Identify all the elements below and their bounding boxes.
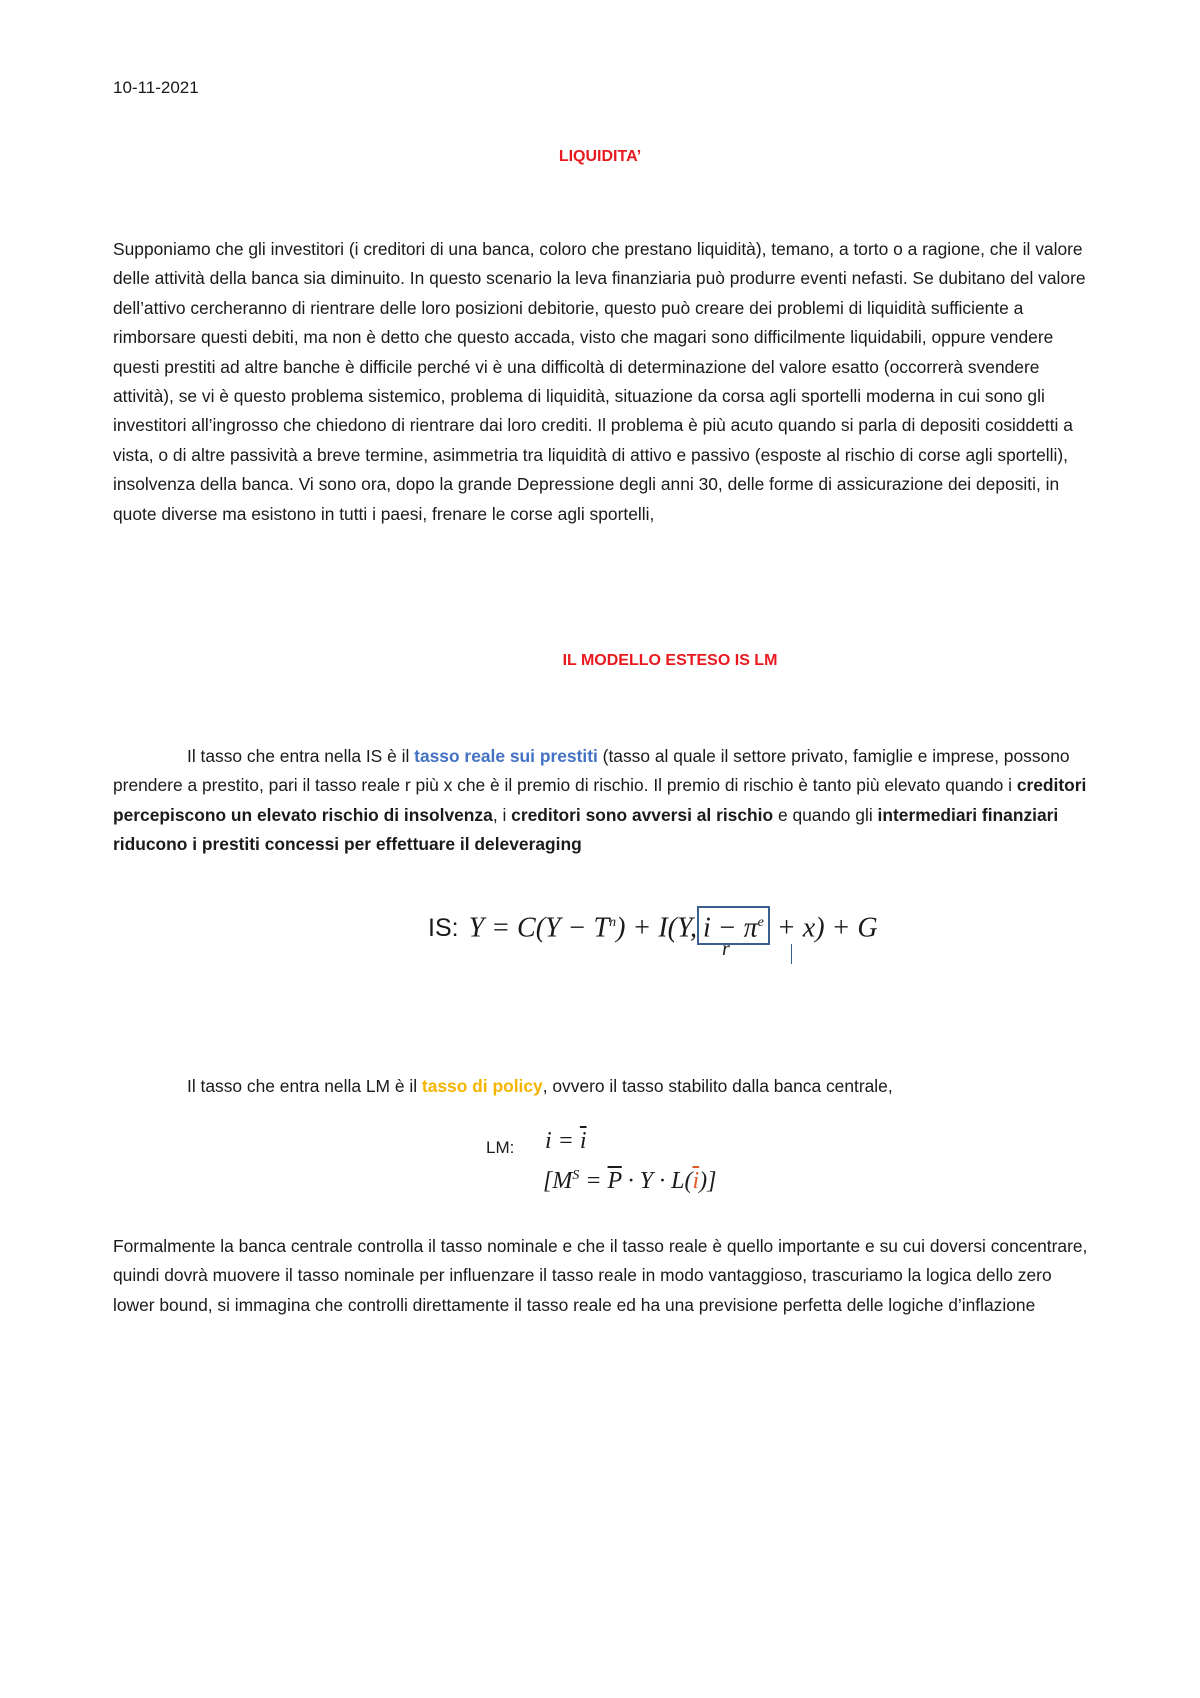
text-segment: Il tasso che entra nella LM è il xyxy=(187,1076,422,1096)
lm-equation-2 xyxy=(543,1168,716,1195)
bold-segment: creditori sono avversi al rischio xyxy=(511,804,774,825)
eq-superscript: S xyxy=(572,1168,580,1183)
is-label: IS: xyxy=(428,914,459,943)
highlight-tasso-policy: tasso di policy xyxy=(421,1076,543,1096)
lm-equation-1 xyxy=(545,1128,587,1155)
eq-superscript: e xyxy=(757,915,764,930)
eq-part: Y = C(Y − T xyxy=(468,912,610,944)
eq-part: $\overline{i}$ xyxy=(579,1128,587,1154)
eq-part: = xyxy=(579,1168,608,1194)
r-label: r xyxy=(722,938,730,960)
bold-segment: intermediari finanziari riducono i prestiti concessi per effettuare il deleveraging xyxy=(113,804,1059,855)
date-line: 10-11-2021 xyxy=(113,78,199,97)
paragraph-liquidita: Supponiamo che gli investitori (i creditori di una banca, coloro che prestano liquidità), temano, a torto o a ragione, che il valore delle attività della banca sia diminuito. In questo scenario la leva finanziaria può produrre eventi nefasti. Se dubitano del valore dell’attivo cercheranno di rientrare delle loro posizioni debitorie, questo può creare dei problemi di liquidità sufficiente a rimborsare questi debiti, ma non è detto che questo accada, visto che magari sono difficilmente liquidabili, oppure vendere questi prestiti ad altre banche è difficile perché vi è una difficoltà di determinazione del valore esatto (occorrerà svendere attività), se vi è questo problema sistemico, problema di liquidità, situazione da corsa agli sportelli moderna in cui sono gli investitori all’ingrosso che chiedono di rientrare dai loro crediti. Il problema è più acuto quando si parla di depositi cosiddetti a vista, o di altre passività a breve termine, asimmetria tra liquidità di attivo e passivo (esposte al rischio di corse agli sportelli), insolvenza della banca. Vi sono ora, dopo la grande Depressione degli anni 30, delle forme di assicurazione dei depositi, in quote diverse ma esistono in tutti i paesi, frenare le corse agli sportelli, xyxy=(113,239,1086,524)
eq-part: $\overline{P}$ xyxy=(607,1168,622,1194)
paragraph-lm-rate xyxy=(113,1072,1093,1101)
highlight-tasso-reale: tasso reale sui prestiti xyxy=(414,746,598,766)
is-equation xyxy=(428,906,878,945)
paragraph-is-rate xyxy=(113,742,1093,860)
section-title-liquidita: LIQUIDITA’ xyxy=(558,148,642,165)
cursor-mark xyxy=(791,944,792,964)
eq-part: + x) + G xyxy=(769,912,878,944)
bold-segment: creditori percepiscono un elevato rischio di insolvenza xyxy=(113,775,1087,825)
real-rate-box xyxy=(697,906,770,945)
eq-part: [M xyxy=(543,1168,573,1194)
text-segment: Il tasso che entra nella IS è il xyxy=(187,746,415,766)
paragraph-central-bank: Formalmente la banca centrale controlla il tasso nominale e che il tasso reale è quello importante e su cui doversi concentrare, quindi dovrà muovere il tasso nominale per influenzare il tasso reale in modo vantaggioso, trascuriamo la logica dello zero lower bound, si immagina che controlli direttamente il tasso reale ed ha una previsione perfetta delle logiche d’inflazione xyxy=(113,1236,1088,1315)
eq-superscript: n xyxy=(609,915,617,930)
eq-part: )] xyxy=(699,1168,717,1194)
text-segment: , i xyxy=(492,804,512,825)
eq-part: $\overline{i}$ xyxy=(692,1168,700,1194)
eq-part: ) + I(Y, xyxy=(616,912,697,944)
text-segment: e quando gli xyxy=(773,804,878,825)
eq-part: i − π xyxy=(702,912,758,944)
section-title-is-lm: IL MODELLO ESTESO IS LM xyxy=(562,652,778,669)
eq-part: i = xyxy=(545,1128,580,1154)
text-segment: , ovvero il tasso stabilito dalla banca centrale, xyxy=(542,1076,893,1096)
text-segment: (tasso al quale il settore privato, famiglie e imprese, possono prendere a prestito, pari il tasso reale r più x che è il premio di rischio. Il premio di rischio è tanto più elevato quando i xyxy=(113,746,1070,796)
eq-part: · Y · L( xyxy=(621,1168,693,1194)
lm-label: LM: xyxy=(486,1138,515,1157)
